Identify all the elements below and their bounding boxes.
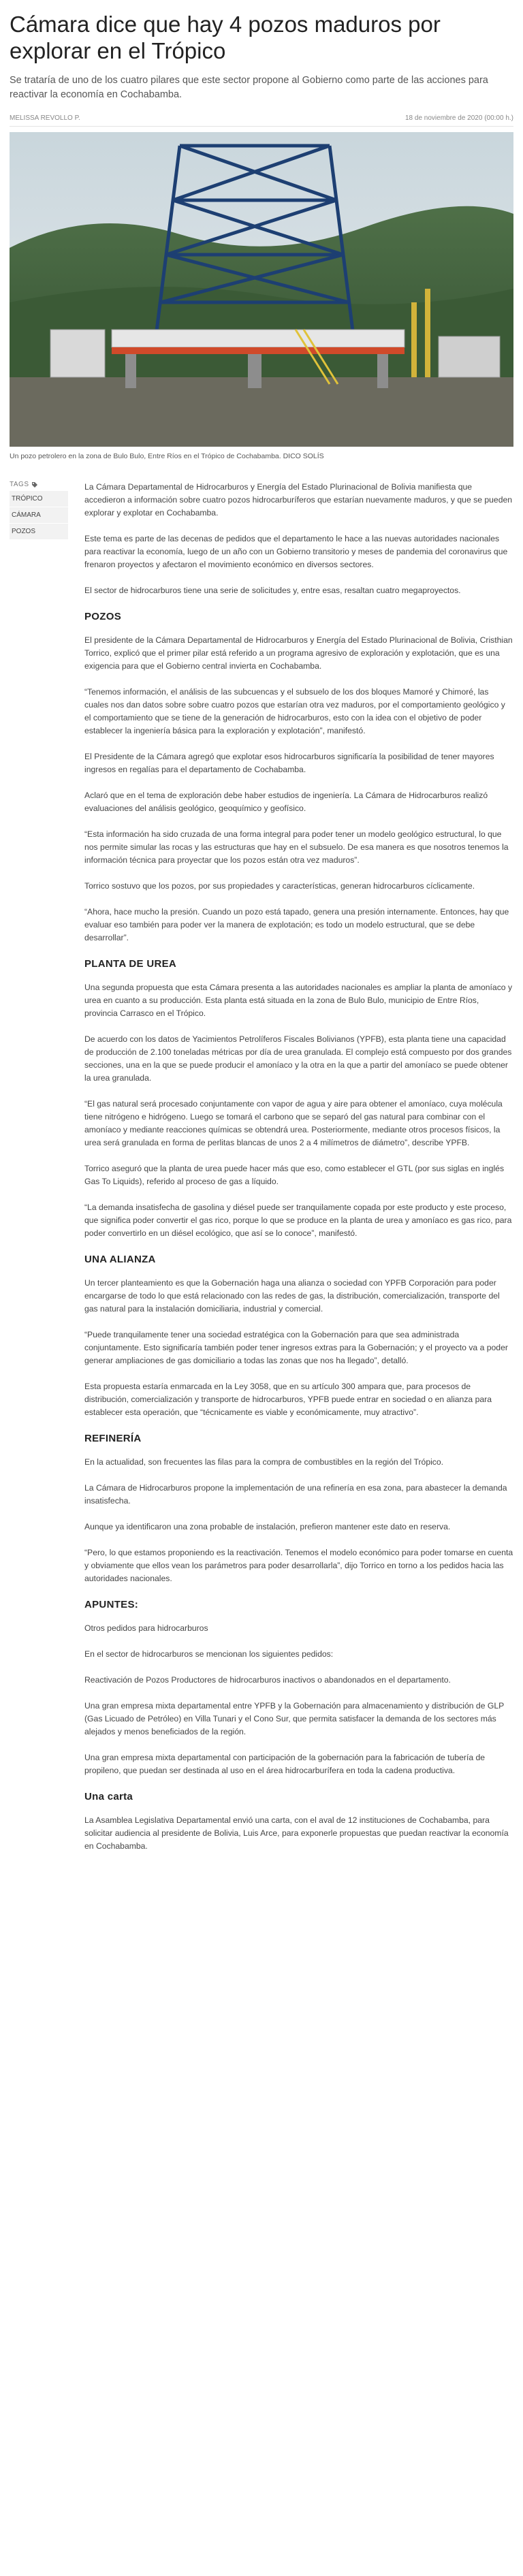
- tag-list: [10, 491, 68, 540]
- oil-rig-photo: [10, 132, 513, 447]
- paragraph: “El gas natural será procesado conjuntamente con vapor de agua y aire para obtener el amoníaco, cuya molécula tiene nitrógeno e hidrógeno. Luego se tomará el carbono que se separó del gas natural para combinar con el amoníaco y mediante reacciones químicas se obtendrá urea. Posteriormente, mediante otros procesos físicos, la urea será granulada en forma de perlitas blancas de unos 2 a 4 milímetros de diámetro”, describe YPFB.: [84, 1099, 503, 1147]
- tags-label: TAGS: [10, 481, 29, 488]
- paragraph: Torrico aseguró que la planta de urea puede hacer más que eso, como establecer el GTL (por sus siglas en inglés Gas To Liquids), referido al proceso de gas a líquido.: [84, 1164, 505, 1186]
- paragraph: El Presidente de la Cámara agregó que explotar esos hidrocarburos significaría la posibilidad de tener mayores ingresos en regalías para el departamento de Cochabamba.: [84, 752, 494, 774]
- paragraph: El presidente de la Cámara Departamental de Hidrocarburos y Energía del Estado Plurinacional de Bolivia, Cristhian Torrico, explicó que el primer pilar está referido a un programa agresivo de exploración y explotación, que es una exigencia para que el Gobierno central invierta en Cochabamba.: [84, 635, 513, 671]
- section-heading: POZOS: [84, 611, 122, 622]
- publish-date: 18 de noviembre de 2020 (00:00 h.): [405, 114, 513, 122]
- paragraph: “Esta información ha sido cruzada de una forma integral para poder tener un modelo geológico estructural, lo que nos permite simular las rocas y las estructuras que hay en el subsuelo. De esa manera es que nosotros tenemos la información técnica para proyectar que los pozos están otra vez maduros”.: [84, 829, 509, 865]
- article-meta: [10, 114, 513, 127]
- image-caption: Un pozo petrolero en la zona de Bulo Bulo, Entre Ríos en el Trópico de Cochabamba. DICO SOLÍS: [10, 452, 324, 460]
- tags-sidebar: [10, 481, 84, 1866]
- paragraph: Una gran empresa mixta departamental entre YPFB y la Gobernación para almacenamiento y distribución de GLP (Gas Licuado de Petróleo) en Villa Tunari y el Cono Sur, que permita satisfacer la demanda de los sectores más alejados y menos beneficiados de la región.: [84, 1701, 505, 1736]
- paragraph: En el sector de hidrocarburos se mencionan los siguientes pedidos:: [84, 1649, 334, 1659]
- article-body: [84, 481, 513, 1866]
- article-photo: [10, 132, 513, 447]
- article-content: [10, 481, 513, 1866]
- paragraph: De acuerdo con los datos de Yacimientos Petrolíferos Fiscales Bolivianos (YPFB), esta planta tiene una capacidad de producción de 2.100 toneladas métricas por día de urea granulada. El complejo está compuesto por dos grandes secciones, una en la que se puede producir el amoníaco y la otra en la que a partir del amoníaco se puede obtener la urea granulada.: [84, 1034, 512, 1083]
- section-heading: Una carta: [84, 1791, 133, 1802]
- paragraph: Torrico sostuvo que los pozos, por sus propiedades y características, generan hidrocarburos cíclicamente.: [84, 881, 475, 891]
- author-name[interactable]: MELISSA REVOLLO P.: [10, 114, 80, 122]
- section-heading: PLANTA DE UREA: [84, 958, 177, 970]
- article-subtitle: Se trataría de uno de los cuatro pilares que este sector propone al Gobierno como parte de las acciones para reactivar la economía en Cochabamba.: [10, 75, 488, 100]
- paragraph: “Ahora, hace mucho la presión. Cuando un pozo está tapado, genera una presión internamente. Entonces, hay que evaluar eso también para poder ver la manera de explotación; es todo un modelo estructural, que se debe desarrollar”.: [84, 907, 509, 942]
- paragraph: “Pero, lo que estamos proponiendo es la reactivación. Tenemos el modelo económico para poder tomarse en cuenta y obviamente que ellos vean los parámetros para poder desarrollarla”, dijo Torrico en torno a los pedidos hacia las autoridades nacionales.: [84, 1548, 513, 1583]
- paragraph: Reactivación de Pozos Productores de hidrocarburos inactivos o abandonados en el departamento.: [84, 1675, 451, 1685]
- paragraph: La Asamblea Legislativa Departamental envió una carta, con el aval de 12 instituciones de Cochabamba, para solicitar audiencia al presidente de Bolivia, Luis Arce, para exponerle propuestas que puedan reactivar la economía en Cochabamba.: [84, 1815, 509, 1851]
- tag-pozos[interactable]: POZOS: [10, 524, 68, 540]
- section-heading: UNA ALIANZA: [84, 1254, 156, 1265]
- paragraph: Aunque ya identificaron una zona probable de instalación, prefieron mantener este dato en reserva.: [84, 1522, 451, 1531]
- tag-icon: [31, 481, 38, 488]
- paragraph: “La demanda insatisfecha de gasolina y diésel puede ser tranquilamente copada por este producto y este proceso, que significa poder convertir el gas rico, porque lo que se produce en la planta de urea y amoníaco es gas rico, para poder convertirlo en un diésel ecológico, que así se lo conoce”, manifestó.: [84, 1203, 512, 1238]
- paragraph: Una segunda propuesta que esta Cámara presenta a las autoridades nacionales es ampliar la planta de amoníaco y urea en cuanto a su producción. Esta planta está situada en la zona de Bulo Bulo, municipio de Entre Ríos, provincia Carrasco en el Trópico.: [84, 983, 513, 1018]
- paragraph: Una gran empresa mixta departamental con participación de la gobernación para la fabricación de tubería de propileno, que puedan ser destinada al uso en el área hidrocarburífera en toda la cadena productiva.: [84, 1753, 486, 1775]
- paragraph: “Tenemos información, el análisis de las subcuencas y el subsuelo de los dos bloques Mamoré y Chimoré, las cuales nos dan datos sobre sobre cuatro pozos que estarían otra vez maduros, por el comportamiento geológico y el comportamiento que se tiene de la generación de hidrocarburos, esto con la idea con el objetivo de poder establecer la ingeniería básica para la exploración y explotación”, manifestó.: [84, 687, 505, 735]
- paragraph: La Cámara Departamental de Hidrocarburos y Energía del Estado Plurinacional de Bolivia manifiesta que accedieron a información sobre cuatro pozos hidrocarburíferos que estarían nuevamente maduros, y que se pueden explorar y explotar en Cochabamba.: [84, 482, 513, 518]
- paragraph: Aclaró que en el tema de exploración debe haber estudios de ingeniería. La Cámara de Hidrocarburos realizó evaluaciones del análisis geológico, geoquímico y geofísico.: [84, 791, 488, 813]
- paragraph: En la actualidad, son frecuentes las filas para la compra de combustibles en la región del Trópico.: [84, 1457, 444, 1467]
- paragraph: La Cámara de Hidrocarburos propone la implementación de una refinería en esa zona, para abastecer la demanda insatisfecha.: [84, 1483, 507, 1506]
- paragraph: “Puede tranquilamente tener una sociedad estratégica con la Gobernación para que sea administrada conjuntamente. Esto significaría también poder tener ingresos extras para la Gobernación; y el proyecto va a poder generar ampliaciones de gas domiciliario a todas las zonas que nos ha llegado”, detalló.: [84, 1330, 508, 1365]
- paragraph: Un tercer planteamiento es que la Gobernación haga una alianza o sociedad con YPFB Corporación para poder encargarse de todo lo que está relacionado con las redes de gas, la distribución, comercialización, transporte del gas natural para la instalación domiciliaria, industrial y comercial.: [84, 1278, 500, 1314]
- section-heading: REFINERÍA: [84, 1433, 142, 1444]
- tag-camara[interactable]: CÁMARA: [10, 507, 68, 524]
- paragraph: Esta propuesta estaría enmarcada en la Ley 3058, que en su artículo 300 ampara que, para procesos de distribución, comercialización y transporte de hidrocarburos, YPFB puede entrar en sociedad o en alianza para establecer esta operación, que “técnicamente es viable y económicamente, muy atractivo”.: [84, 1382, 492, 1417]
- article-title: Cámara dice que hay 4 pozos maduros por explorar en el Trópico: [10, 12, 441, 63]
- paragraph: Este tema es parte de las decenas de pedidos que el departamento le hace a las nuevas autoridades nacionales para reactivar la economía, luego de un año con un Gobierno transitorio y meses de pandemia del coronavirus que frenaron proyectos y afectaron el movimiento económico en diversos sectores.: [84, 534, 508, 569]
- tag-tropico[interactable]: TRÓPICO: [10, 491, 68, 507]
- tags-header: [10, 481, 84, 488]
- section-heading: APUNTES:: [84, 1599, 139, 1610]
- paragraph: El sector de hidrocarburos tiene una serie de solicitudes y, entre esas, resaltan cuatro megaproyectos.: [84, 586, 461, 595]
- paragraph: Otros pedidos para hidrocarburos: [84, 1623, 208, 1633]
